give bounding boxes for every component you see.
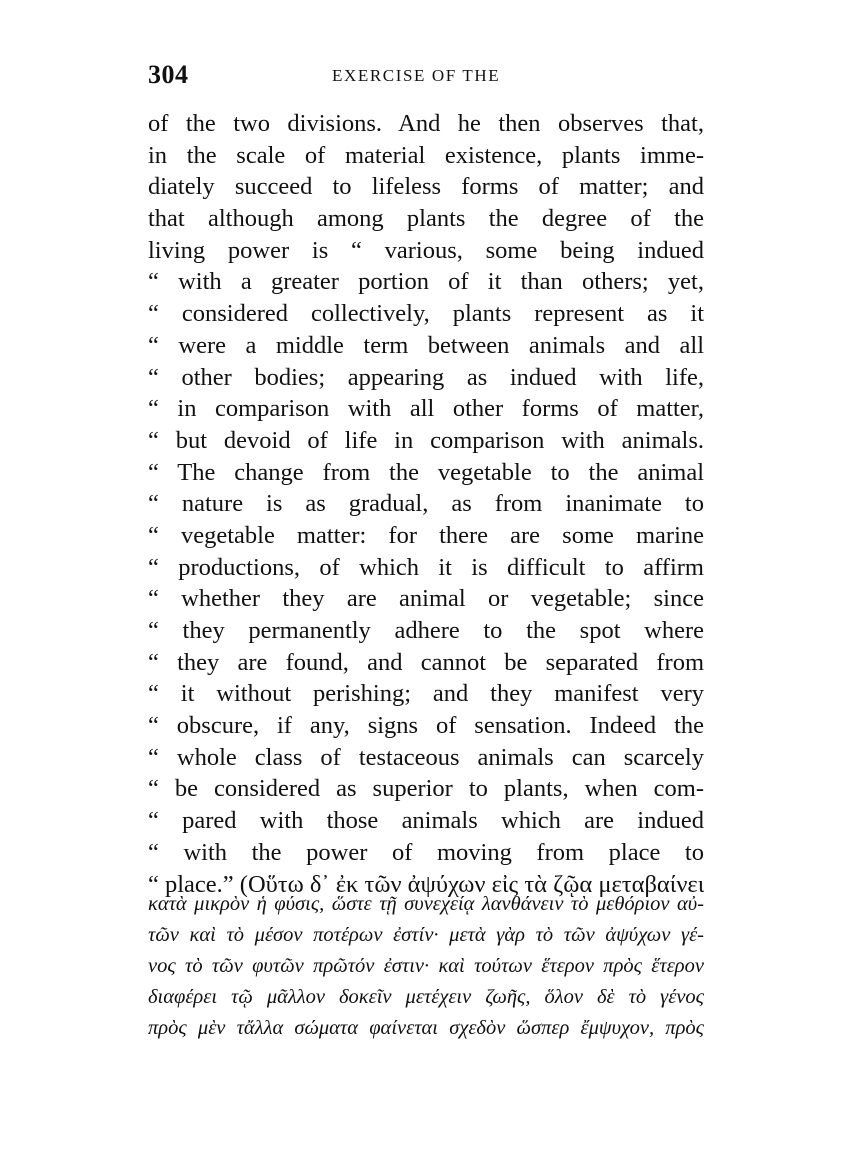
text-line: “ with the power of moving from place to [148,838,704,866]
text-line: “ pared with those animals which are indued [148,807,704,835]
text-line: “ it without perishing; and they manifest very [148,680,704,708]
text-line: “ but devoid of life in comparison with animals. [148,426,704,454]
text-line: “ with a greater portion of it than others; yet, [148,268,704,296]
greek-line: πρὸς μὲν τἄλλα σώματα φαίνεται σχεδὸν ὥσπερ ἔμψυχον, πρὸς [148,1017,704,1039]
text-line: in the scale of material existence, plants imme- [148,141,704,169]
greek-line: κατὰ μικρὸν ἡ φύσις, ὥστε τῇ συνεχείᾳ λανθάνειν τὸ μεθόριον αὐ- [148,893,704,915]
page-number: 304 [148,60,189,89]
text-line: “ in comparison with all other forms of matter, [148,395,704,423]
text-line: “ were a middle term between animals and all [148,331,704,359]
text-line: “ whole class of testaceous animals can scarcely [148,743,704,771]
greek-quotation [148,889,704,1044]
text-line: “ obscure, if any, signs of sensation. Indeed the [148,712,704,740]
text-line: “ they are found, and cannot be separated from [148,648,704,676]
text-line: “ whether they are animal or vegetable; since [148,585,704,613]
text-line: “ productions, of which it is difficult to affirm [148,553,704,581]
text-line: “ be considered as superior to plants, when com- [148,775,704,803]
greek-line: διαφέρει τῷ μᾶλλον δοκεῖν μετέχειν ζωῆς, ὅλον δὲ τὸ γένος [148,986,704,1008]
text-line: “ vegetable matter: for there are some marine [148,521,704,549]
text-line: “ considered collectively, plants represent as it [148,300,704,328]
text-line: that although among plants the degree of the [148,205,704,233]
text-line: living power is “ various, some being indued [148,236,704,264]
text-line: “ place.” (Οὕτω δ᾽ ἐκ τῶν ἀψύχων εἰς τὰ ζῷα μεταβαίνει [148,870,704,898]
greek-line: τῶν καὶ τὸ μέσον ποτέρων ἐστίν· μετὰ γὰρ τὸ τῶν ἀψύχων γέ- [148,924,704,946]
running-head [148,60,704,90]
text-line: “ The change from the vegetable to the animal [148,458,704,486]
text-line: diately succeed to lifeless forms of matter; and [148,173,704,201]
greek-line: νος τὸ τῶν φυτῶν πρῶτόν ἐστιν· καὶ τούτων ἕτερον πρὸς ἕτερον [148,955,704,977]
text-line: “ other bodies; appearing as indued with life, [148,363,704,391]
text-line: “ nature is as gradual, as from inanimate to [148,490,704,518]
body-text [148,108,704,900]
text-line: “ they permanently adhere to the spot where [148,617,704,644]
running-title: EXERCISE OF THE [332,66,501,85]
text-line: of the two divisions. And he then observes that, [148,110,704,137]
